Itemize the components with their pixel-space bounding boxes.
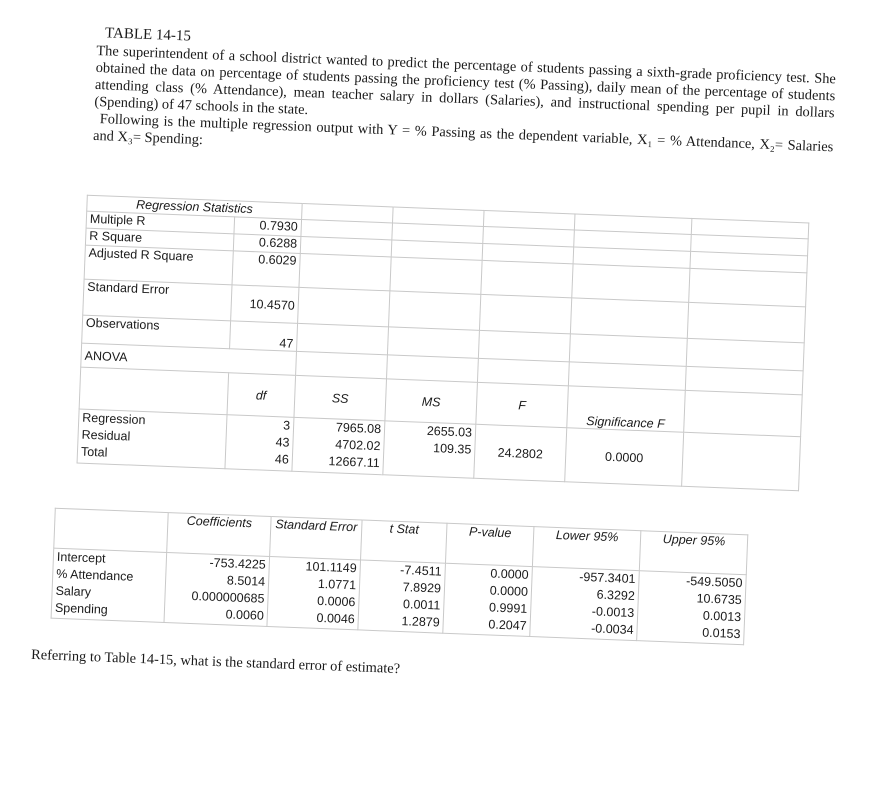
anova-ms: 109.35 [432,441,472,457]
coef-header-upper-95: Upper 95% [639,531,747,575]
anova-header-f: F [476,382,569,427]
anova-ss: 4702.02 [335,437,381,454]
upper-values [637,571,747,645]
anova-significance-value: 0.0000 [565,428,684,486]
stat-label: Adjusted R Square [84,245,233,285]
se-value: 0.0006 [316,593,356,610]
stat-value: 10.4570 [230,285,299,324]
stat-value: 0.7930 [234,217,302,237]
se-values [267,556,361,629]
anova-df-values [225,415,294,472]
upper-value: -549.5050 [685,573,743,591]
stat-value: 0.6288 [233,234,301,254]
coef-row-labels [51,548,167,622]
coef-value: 8.5014 [226,573,266,589]
anova-ss-values [292,417,385,474]
coef-values [164,553,270,627]
p-values [443,563,533,636]
anova-ms: 2655.03 [426,423,473,440]
t-values [358,560,446,633]
lower-value: -0.0034 [590,621,634,637]
anova-header-ss: SS [294,375,387,420]
anova-row-labels [77,409,227,469]
coef-row-label: % Attendance [56,566,134,584]
t-value: 0.0011 [402,597,441,613]
coef-row-label: Salary [55,583,92,600]
anova-ss: 7965.08 [335,420,382,437]
anova-header-significance: Significance F [567,386,686,432]
regression-output-table [77,195,810,492]
anova-df: 46 [274,452,290,467]
anova-row-label: Total [80,444,108,460]
se-value: 101.1149 [305,559,357,576]
anova-header-df: df [227,373,296,418]
anova-row-label: Residual [81,427,131,444]
anova-row-label: Regression [82,410,146,428]
anova-df: 43 [275,435,290,450]
p-value: 0.9991 [488,600,528,616]
table-title: TABLE 14-15 [104,25,192,45]
coef-header-standard-error: Standard Error [270,517,362,560]
p-value: 0.2047 [488,617,527,633]
t-value: 7.8929 [402,580,442,596]
anova-label: ANOVA [81,343,297,375]
stat-label: Observations [82,315,231,349]
lower-values [530,567,640,641]
stat-label: Multiple R [86,211,234,234]
se-value: 1.0771 [317,576,357,593]
lower-value: -0.0013 [591,604,635,621]
stat-value: 47 [229,321,297,352]
coef-header-t-stat: t Stat [361,520,447,563]
upper-value: 10.6735 [696,591,743,608]
anova-ms-values [383,421,476,478]
se-value: 0.0046 [316,610,356,627]
t-value: -7.4511 [399,563,442,579]
coefficients-table [51,508,749,646]
p-value: 0.0000 [490,566,529,582]
lower-value: 6.3292 [596,587,636,604]
upper-value: 0.0153 [701,625,741,642]
stat-label: Standard Error [83,279,232,321]
intro-text [93,43,836,173]
intro-paragraph-1: The superintendent of a school district wanted to predict the percentage of students passing a sixth-grade proficiency test. She obtained the data on percentage of students passing the proficiency test (% Passing), daily mean of the percentage of students attending class (% Attendance), mean teacher salary in dollars (Salaries), and instructional spending per pupil in dollars (Spending) of 47 schools in the state. [94,42,837,122]
anova-f-value: 24.2802 [474,424,567,481]
anova-ss: 12667.11 [328,454,381,471]
coef-value: 0.0060 [225,607,265,623]
stat-value: 0.6029 [232,251,301,288]
t-value: 1.2879 [401,614,440,630]
anova-df: 3 [282,418,291,433]
coef-value: 0.000000685 [191,589,265,606]
intro-paragraph-2: Following is the multiple regression output with Y = % Passing as the dependent variable, X₁ = % Attendance, X₂= Salaries and X₃= Spending: [92,111,834,156]
p-value: 0.0000 [489,583,529,599]
coef-row-label: Spending [54,600,109,617]
question-text: Referring to Table 14-15, what is the standard error of estimate? [30,646,401,678]
lower-value: -957.3401 [578,569,636,587]
upper-value: 0.0013 [702,608,742,625]
coef-row-label: Intercept [56,549,106,566]
coef-header-coefficients: Coefficients [167,513,271,557]
coef-header-p-value: P-value [445,523,533,566]
coef-header-lower-95: Lower 95% [532,527,640,571]
stat-label: R Square [85,228,233,251]
regression-statistics-header: Regression Statistics [87,195,302,219]
coef-value: -753.4225 [209,555,267,572]
anova-header-ms: MS [385,379,478,424]
